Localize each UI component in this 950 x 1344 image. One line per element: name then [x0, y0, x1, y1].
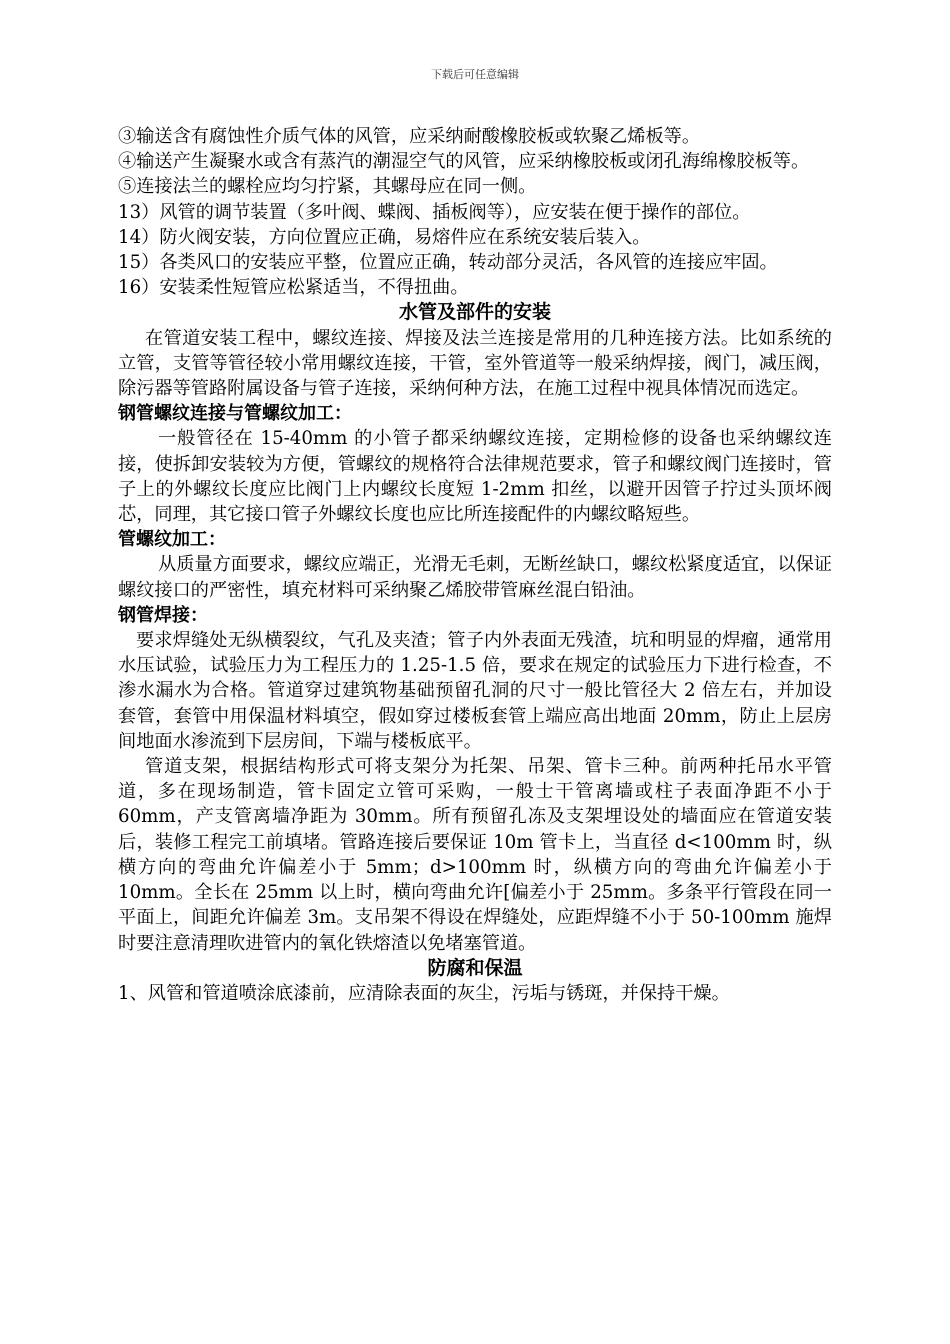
paragraph: 13）风管的调节装置（多叶阀、蝶阀、插板阀等），应安装在便于操作的部位。 — [118, 201, 751, 223]
paragraph: 在管道安装工程中，螺纹连接、焊接及法兰连接是常用的几种连接方法。比如系统的立管，支管等管径较小常用螺纹连接，干管，室外管道等一般采纳焊接，阀门，减压阀，除污器等管路附属设备与管子连接，采纳何种方法，在施工过程中视具体情况而选定。 — [118, 327, 832, 400]
paragraph: 从质量方面要求，螺纹应端正，光滑无毛刺，无断丝缺口，螺纹松紧度适宜，以保证螺纹接口的严密性，填充材料可采纳聚乙烯胶带管麻丝混白铅油。 — [118, 554, 832, 601]
paragraph: 15）各类风口的安装应平整，位置应正确，转动部分灵活，各风管的连接应牢固。 — [118, 252, 778, 274]
paragraph: ④输送产生凝聚水或含有蒸汽的潮湿空气的风管，应采纳橡胶板或闭孔海绵橡胶板等。 — [118, 151, 810, 173]
section-title: 防腐和保温 — [427, 956, 523, 979]
subsection-title: 管螺纹加工： — [118, 529, 226, 551]
section-title: 水管及部件的安装 — [398, 301, 551, 324]
paragraph: ⑤连接法兰的螺栓应均匀拧紧，其螺母应在同一侧。 — [118, 176, 537, 198]
subsection-title: 钢管焊接： — [118, 604, 208, 626]
paragraph: 一般管径在 15-40mm 的小管子都采纳螺纹连接，定期检修的设备也采纳螺纹连接，使拆卸安装较为方便，管螺纹的规格符合法律规范要求，管子和螺纹阀门连接时，管子上的外螺纹长度应比阀门上内螺纹长度短 1-2mm 扣丝，以避开因管子拧过头顶坏阀芯，同理，其它接口管子外螺纹长度也应比所连接配件的内螺纹略短些。 — [118, 428, 832, 526]
subsection-title: 钢管螺纹连接与管螺纹加工： — [118, 403, 352, 425]
page-header: 下载后可任意编辑 — [431, 68, 519, 81]
paragraph: 14）防火阀安装，方向位置应正确，易熔件应在系统安装后装入。 — [118, 226, 651, 248]
document-body — [118, 124, 832, 1006]
paragraph: 16）安装柔性短管应松紧适当，不得扭曲。 — [118, 277, 469, 299]
paragraph: 管道支架，根据结构形式可将支架分为托架、吊架、管卡三种。前两种托吊水平管道，多在现场制造，管卡固定立管可采购，一般士干管离墙或柱子表面净距不小于 60mm，产支管离墙净距为 30mm。所有预留孔冻及支架埋设处的墙面应在管道安装后，装修工程完工前填堵。管路连接后要保证 10m 管卡上，当直径 d<100mm 时，纵横方向的弯曲允许偏差小于 5mm；d>100mm 时，纵横方向的弯曲允许偏差小于 10mm。全长在 25mm 以上时，横向弯曲允许[偏差小于 25mm。多条平行管段在同一平面上，间距允许偏差 3m。支吊架不得设在焊缝处，应距焊缝不小于 50-100mm 施焊时要注意清理吹进管内的氧化铁熔渣以免堵塞管道。 — [118, 756, 832, 954]
paragraph: 要求焊缝处无纵横裂纹，气孔及夹渣；管子内外表面无残渣，坑和明显的焊瘤，通常用水压试验，试验压力为工程压力的 1.25-1.5 倍，要求在规定的试验压力下进行检查，不渗水漏水为合格。管道穿过建筑物基础预留孔洞的尺寸一般比管径大 2 倍左右，并加设套管，套管中用保温材料填空，假如穿过楼板套管上端应高出地面 20mm，防止上层房间地面水渗流到下层房间，下端与楼板底平。 — [118, 630, 832, 752]
paragraph: 1、风管和管道喷涂底漆前，应清除表面的灰尘，污垢与锈斑，并保持干燥。 — [118, 982, 730, 1004]
paragraph: ③输送含有腐蚀性介质气体的风管，应采纳耐酸橡胶板或软聚乙烯板等。 — [118, 126, 701, 147]
